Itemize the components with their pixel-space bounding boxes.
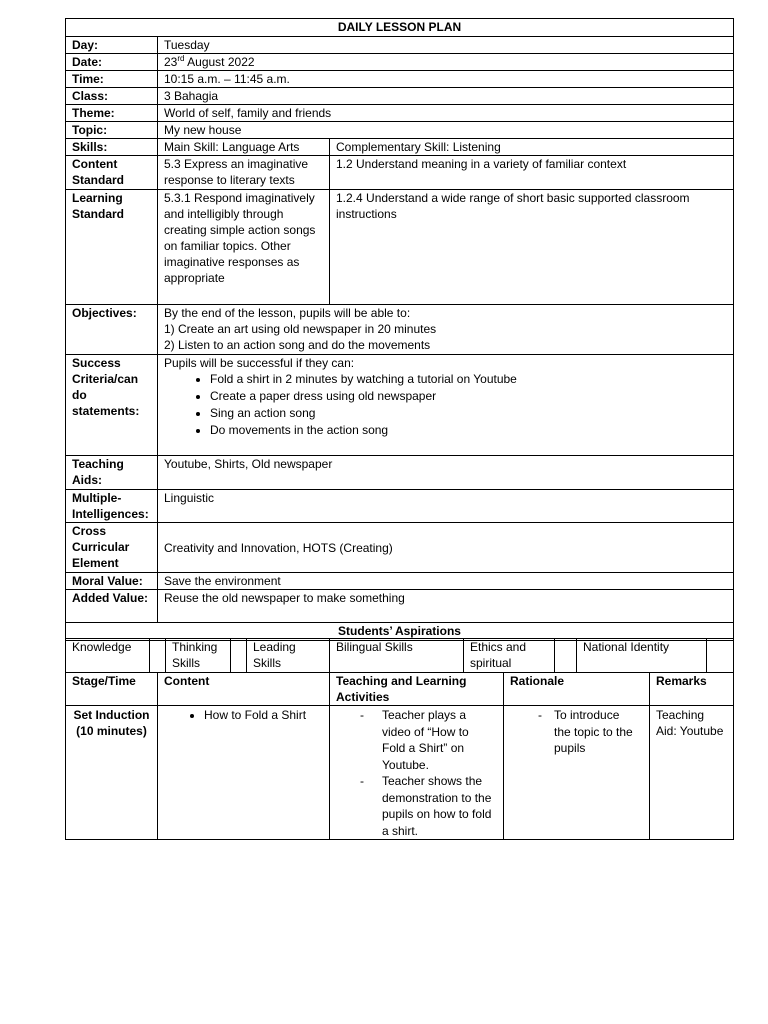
list-item: • Do movements in the action song [210,422,727,439]
day-label: Day: [66,37,158,54]
objectives-label: Objectives: [66,305,158,355]
activities-list [336,707,495,839]
stage-table [65,672,734,840]
content-standard-label: Content Standard [66,156,158,190]
aspiration-leading-skills: Leading Skills [247,639,330,673]
skills-label: Skills: [66,139,158,156]
rationale-cell [504,706,650,840]
aspirations-title: Students’ Aspirations [66,623,734,641]
objectives-line: 1) Create an art using old newspaper in 20 minutes [164,322,437,336]
aspiration-checkbox [555,639,577,673]
aspiration-bilingual-skills: Bilingual Skills [330,639,464,673]
date-label: Date: [66,54,158,71]
header-activities: Teaching and Learning Activities [330,673,504,706]
success-intro: Pupils will be successful if they can: [164,356,355,370]
learning-standard-label: Learning Standard [66,190,158,305]
content-cell [158,706,330,840]
time-label: Time: [66,71,158,88]
aspiration-checkbox [231,639,247,673]
header-remarks: Remarks [650,673,734,706]
success-criteria-label: Success Criteria/can do statements: [66,355,158,456]
teaching-aids-label: Teaching Aids: [66,456,158,490]
aspiration-thinking-skills: Thinking Skills [166,639,231,673]
aspirations-table [65,638,734,673]
moral-value-label: Moral Value: [66,573,158,590]
content-standard-main: 5.3 Express an imaginative response to literary texts [158,156,330,190]
complementary-skill: Complementary Skill: Listening [330,139,734,156]
teaching-aids-value: Youtube, Shirts, Old newspaper [158,456,734,490]
theme-label: Theme: [66,105,158,122]
rationale-list [534,707,633,757]
date-rest: August 2022 [184,55,255,69]
time-value: 10:15 a.m. – 11:45 a.m. [158,71,734,88]
remarks-cell: Teaching Aid: Youtube [650,706,734,840]
theme-value: World of self, family and friends [158,105,734,122]
topic-label: Topic: [66,122,158,139]
list-item: - Teacher plays a video of “How to Fold a Shirt” on Youtube. [336,707,495,773]
stage-cell: Set Induction (10 minutes) [66,706,158,840]
content-list [164,707,323,724]
learning-standard-complementary: 1.2.4 Understand a wide range of short basic supported classroom instructions [330,190,734,305]
objectives-line: 2) Listen to an action song and do the movements [164,338,431,352]
header-stage-time: Stage/Time [66,673,158,706]
day-value: Tuesday [158,37,734,54]
activities-cell [330,706,504,840]
date-suffix: rd [177,54,185,63]
table-row [66,706,734,840]
list-item: • Create a paper dress using old newspaper [210,388,727,405]
added-value-value: Reuse the old newspaper to make something [158,590,734,623]
multiple-intelligences-label: Multiple-Intelligences: [66,490,158,523]
list-item: • Fold a shirt in 2 minutes by watching a tutorial on Youtube [210,371,727,388]
learning-standard-main: 5.3.1 Respond imaginatively and intelligibly through creating simple action songs on familiar topics. Other imaginative responses as appropriate [158,190,330,305]
list-item: • Sing an action song [210,405,727,422]
aspiration-checkbox [150,639,166,673]
objectives-line: By the end of the lesson, pupils will be able to: [164,306,411,320]
cross-curricular-value: Creativity and Innovation, HOTS (Creating) [158,523,734,573]
lesson-plan-table [65,18,734,641]
date-value [158,54,734,71]
added-value-label: Added Value: [66,590,158,623]
class-value: 3 Bahagia [158,88,734,105]
list-item: - Teacher shows the demonstration to the pupils on how to fold a shirt. [336,773,495,839]
main-skill: Main Skill: Language Arts [158,139,330,156]
date-day: 23 [164,55,178,69]
class-label: Class: [66,88,158,105]
success-list [164,371,727,439]
multiple-intelligences-value: Linguistic [158,490,734,523]
moral-value-value: Save the environment [158,573,734,590]
topic-value: My new house [158,122,734,139]
aspiration-ethics-spiritual: Ethics and spiritual [464,639,555,673]
header-content: Content [158,673,330,706]
objectives-value [158,305,734,355]
aspiration-national-identity: National Identity [577,639,707,673]
list-item: - To introduce the topic to the pupils [534,707,633,757]
header-rationale: Rationale [504,673,650,706]
list-item: • How to Fold a Shirt [204,707,323,724]
content-standard-complementary: 1.2 Understand meaning in a variety of familiar context [330,156,734,190]
page-title: DAILY LESSON PLAN [66,19,734,37]
aspiration-checkbox [707,639,734,673]
success-criteria-value [158,355,734,456]
cross-curricular-label: Cross Curricular Element [66,523,158,573]
aspiration-knowledge: Knowledge [66,639,150,673]
